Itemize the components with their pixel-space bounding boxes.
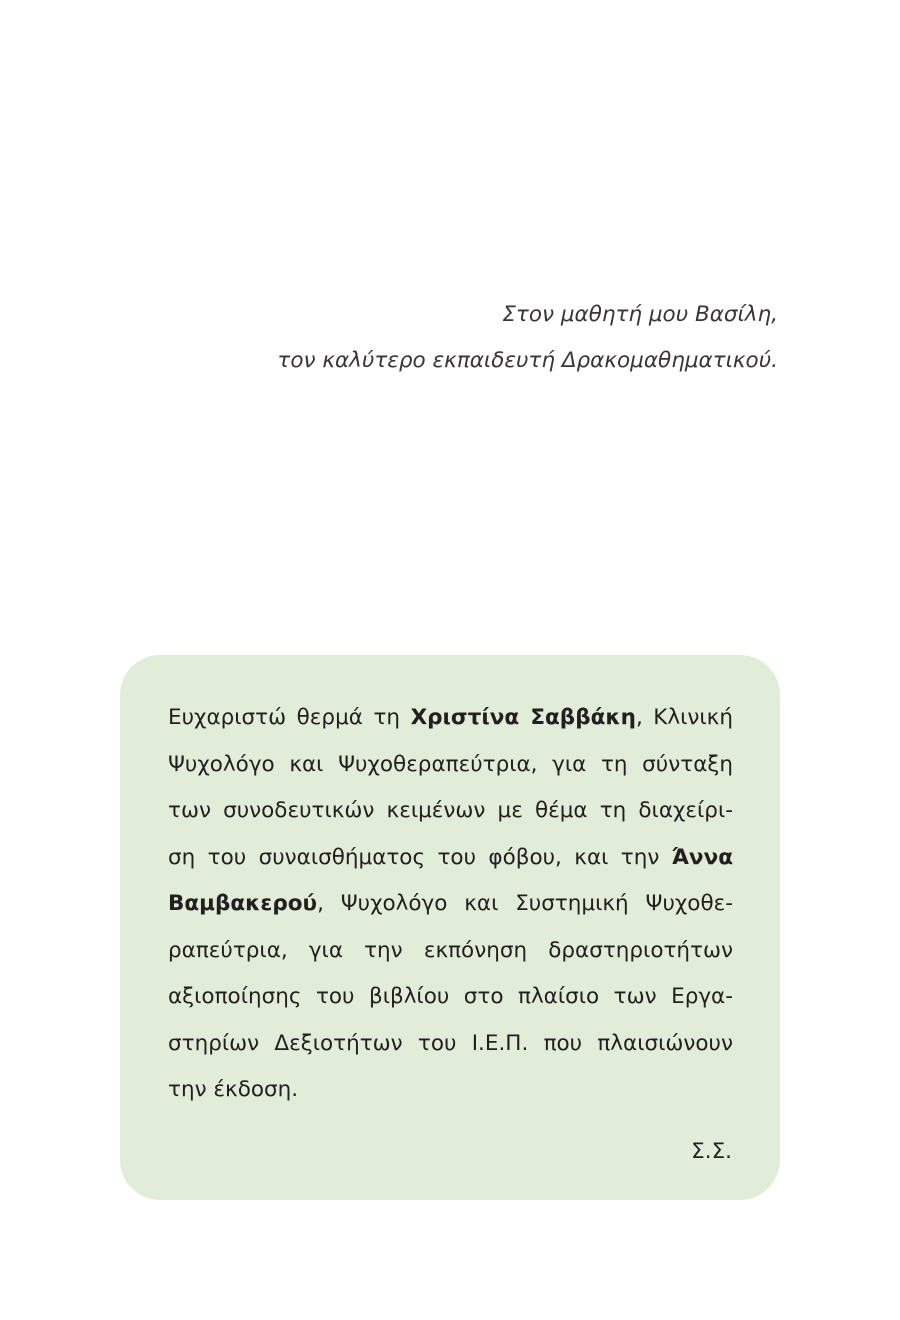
ack-line-2: Ψυχολόγο και Ψυχοθεραπεύτρια, για τη σύνταξη bbox=[168, 751, 733, 777]
ack-line-5 bbox=[168, 881, 733, 928]
ack-line-1 bbox=[168, 695, 733, 742]
dedication bbox=[277, 292, 778, 384]
ack-line-8: στηρίων Δεξιοτήτων του Ι.Ε.Π. που πλαισιώνουν bbox=[168, 1030, 733, 1056]
ack-name-christina: Χριστίνα Σαββάκη bbox=[410, 705, 636, 730]
acknowledgement-box bbox=[120, 655, 780, 1200]
ack-surname-vamvakerou: Βαμβακερού bbox=[168, 891, 318, 916]
ack-line-4 bbox=[168, 835, 733, 882]
ack-line-3: των συνοδευτικών κειμένων με θέμα τη διαχείρι- bbox=[168, 798, 733, 823]
ack-name-anna: Άννα bbox=[671, 844, 733, 870]
acknowledgement-text bbox=[168, 695, 733, 1114]
signature-initials: Σ.Σ. bbox=[691, 1139, 732, 1164]
ack-text-segment: Ευχαριστώ θερμά τη bbox=[168, 705, 411, 730]
ack-line-7: αξιοποίησης του βιβλίου στο πλαίσιο των Εργα- bbox=[168, 984, 733, 1009]
ack-text-segment: , Κλινική bbox=[635, 705, 733, 730]
dedication-line-1: Στον μαθητή μου Βασίλη, bbox=[502, 302, 778, 327]
ack-line-6: ραπεύτρια, για την εκπόνηση δραστηριοτήτων bbox=[168, 937, 733, 963]
dedication-line-2: τον καλύτερο εκπαιδευτή Δρακομαθηματικού. bbox=[277, 348, 778, 373]
ack-text-segment: ση του συναισθήματος του φόβου, και την bbox=[168, 844, 672, 870]
ack-text-segment: , Ψυχολόγο και Συστημική Ψυχοθε- bbox=[317, 891, 733, 916]
ack-line-9: την έκδοση. bbox=[168, 1077, 299, 1102]
